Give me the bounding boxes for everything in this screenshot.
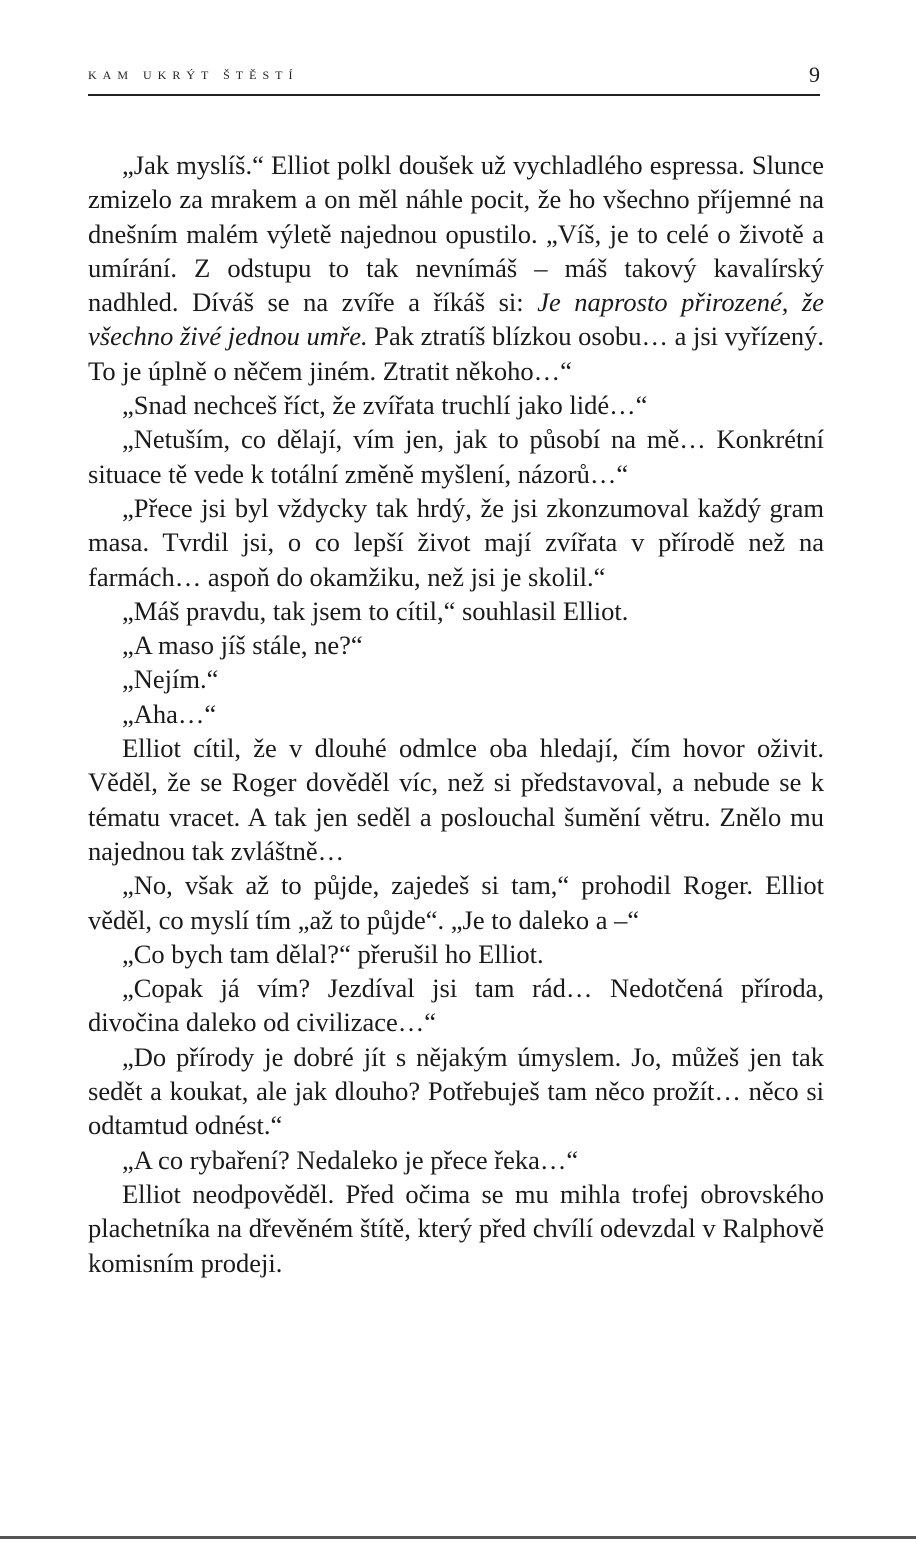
paragraph: „Copak já vím? Jezdíval jsi tam rád… Nedotčená příroda, divočina daleko od civilizace…“	[88, 973, 824, 1038]
paragraph: „Přece jsi byl vždycky tak hrdý, že jsi zkonzumoval každý gram masa. Tvrdil jsi, o co lepší život mají zvířata v přírodě než na farmách… aspoň do okamžiku, než jsi je skolil.“	[88, 492, 824, 592]
paragraph-text: Pak ztratíš blízkou osobu… a jsi vyřízený. To je úplně o něčem jiném. Ztratit někoho…“	[88, 321, 824, 386]
paragraph: Elliot cítil, že v dlouhé odmlce oba hledají, čím hovor oživit. Věděl, že se Roger dověděl víc, než si představoval, a nebude se k tématu vracet. A tak jen seděl a poslouchal šumění větru. Znělo mu najednou tak zvláštně…	[88, 733, 824, 866]
paragraph: „Co bych tam dělal?“ přerušil ho Elliot.	[122, 938, 544, 969]
running-title: KAM UKRÝT ŠTĚSTÍ	[88, 68, 299, 82]
paragraph: „Do přírody je dobré jít s nějakým úmyslem. Jo, můžeš jen tak sedět a koukat, ale jak dlouho? Potřebuješ tam něco prožít… něco si odtamtud odnést.“	[88, 1041, 824, 1141]
page-number: 9	[809, 62, 820, 87]
paragraph: Elliot neodpověděl. Před očima se mu mihla trofej obrovského plachetníka na dřevěném štítě, který před chvílí odevzdal v Ralphově komisním prodeji.	[88, 1178, 824, 1278]
paragraph: „A co rybaření? Nedaleko je přece řeka…“	[122, 1144, 579, 1175]
running-head	[88, 60, 820, 96]
italic-quote: Je naprosto přirozené, že všechno živé jednou umře.	[88, 287, 824, 352]
paragraph: „Máš pravdu, tak jsem to cítil,“ souhlasil Elliot.	[122, 595, 629, 626]
page-edge-rule	[0, 1536, 916, 1539]
paragraph: „Aha…“	[122, 698, 217, 729]
body-text	[88, 148, 824, 1280]
paragraph: „Snad nechceš říct, že zvířata truchlí jako lidé…“	[122, 390, 648, 421]
paragraph: „A maso jíš stále, ne?“	[122, 630, 363, 661]
paragraph	[88, 148, 824, 388]
paragraph-text: „Jak myslíš.“ Elliot polkl doušek už vychladlého espressa. Slunce zmizelo za mrakem a on měl náhle pocit, že ho všechno příjemné na dnešním malém výletě najednou opustilo. „Víš, je to celé o životě a umírání. Z odstupu to tak nevnímáš – máš takový kavalírský nadhled. Díváš se na zvíře a říkáš si:	[88, 150, 824, 318]
paragraph: „No, však až to půjde, zajedeš si tam,“ prohodil Roger. Elliot věděl, co myslí tím „až to půjde“. „Je to daleko a –“	[88, 870, 824, 935]
paragraph: „Nejím.“	[122, 664, 219, 695]
paragraph: „Netuším, co dělají, vím jen, jak to působí na mě… Konkrétní situace tě vede k totální změně myšlení, názorů…“	[88, 424, 824, 489]
